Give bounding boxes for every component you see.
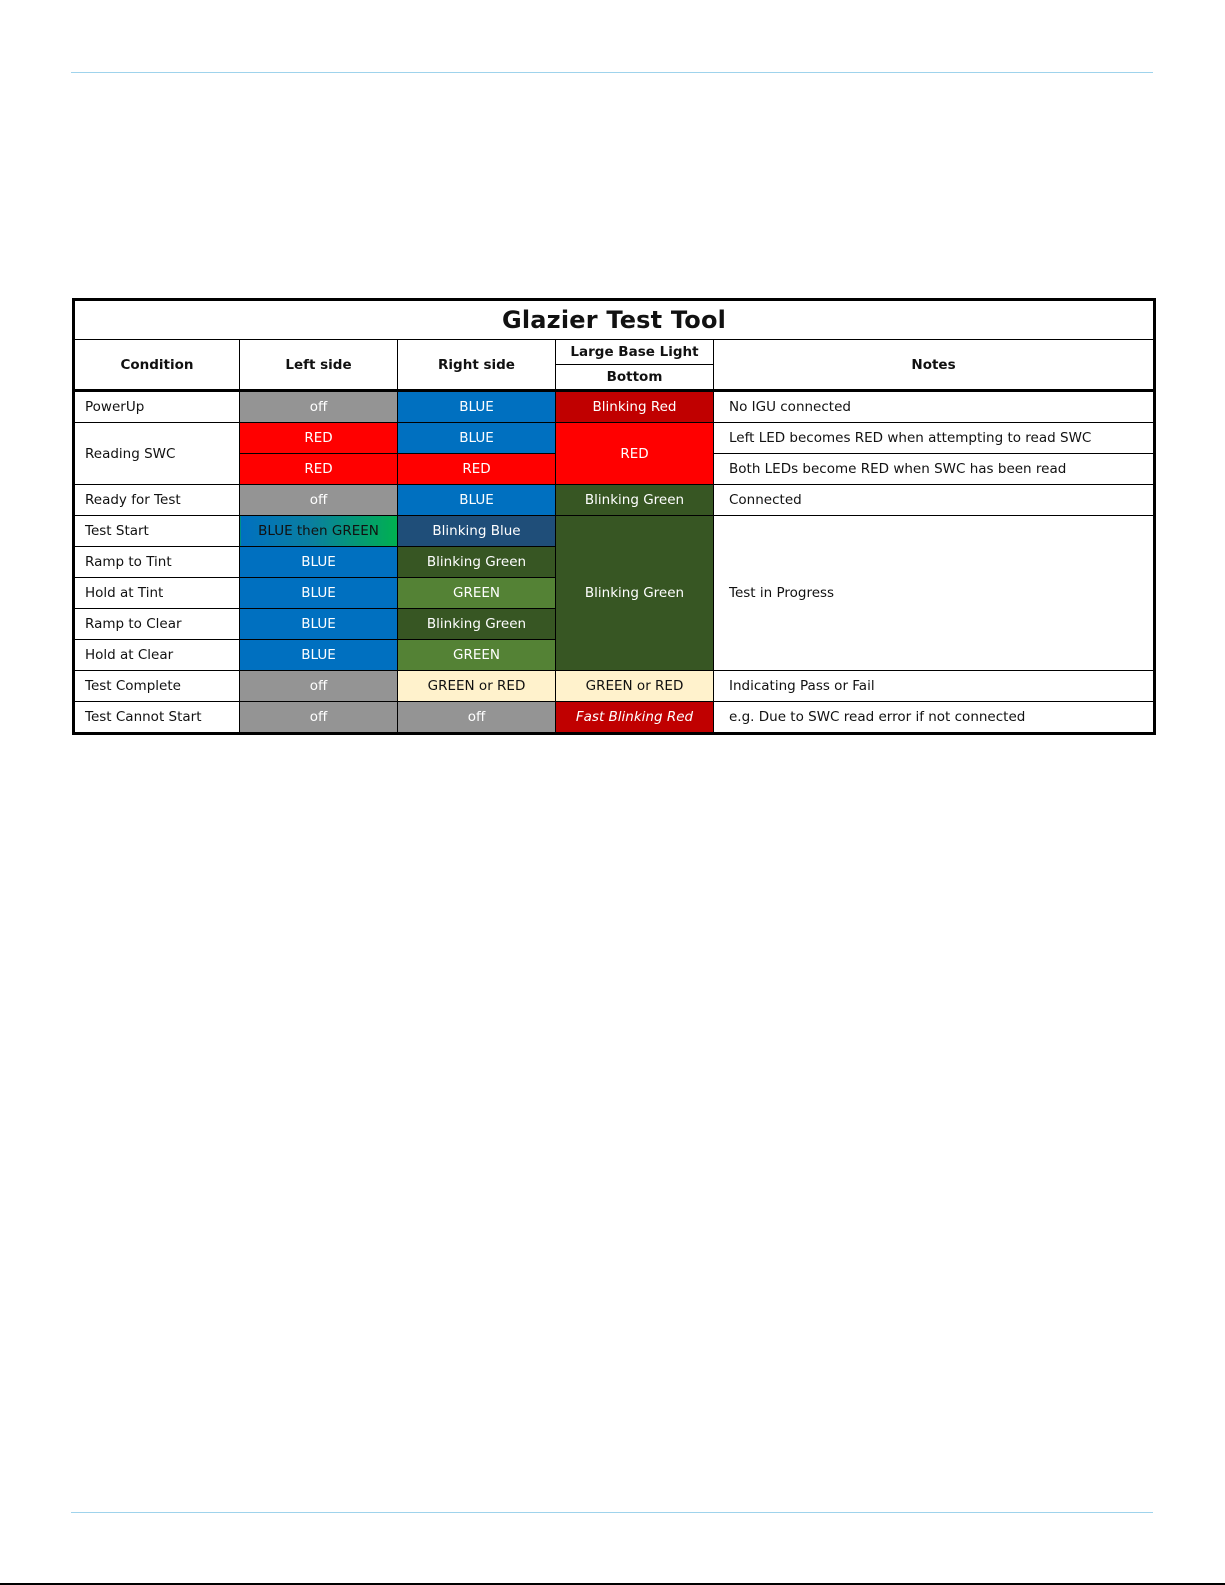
right-side-cell: GREEN <box>398 578 556 609</box>
condition-cell: Test Start <box>74 516 240 547</box>
left-side-cell: BLUE <box>240 609 398 640</box>
table-row <box>74 423 1155 454</box>
footer-rule <box>71 1512 1153 1513</box>
left-side-cell: off <box>240 671 398 702</box>
table-row <box>74 485 1155 516</box>
header-notes: Notes <box>714 340 1155 391</box>
left-side-cell: BLUE <box>240 578 398 609</box>
condition-cell: Hold at Clear <box>74 640 240 671</box>
condition-cell: Ramp to Tint <box>74 547 240 578</box>
left-side-cell: off <box>240 391 398 423</box>
condition-cell: Ready for Test <box>74 485 240 516</box>
notes-cell: Test in Progress <box>714 516 1155 671</box>
condition-cell: Test Cannot Start <box>74 702 240 734</box>
table-row <box>74 391 1155 423</box>
header-right-side: Right side <box>398 340 556 391</box>
table-title: Glazier Test Tool <box>74 300 1155 340</box>
left-side-cell: RED <box>240 454 398 485</box>
right-side-cell: Blinking Green <box>398 547 556 578</box>
base-light-cell: Blinking Red <box>556 391 714 423</box>
header-bottom: Bottom <box>556 365 714 391</box>
header-rule <box>71 72 1153 73</box>
right-side-cell: Blinking Blue <box>398 516 556 547</box>
right-side-cell: BLUE <box>398 485 556 516</box>
right-side-cell: BLUE <box>398 423 556 454</box>
left-side-cell: RED <box>240 423 398 454</box>
condition-cell: Reading SWC <box>74 423 240 485</box>
right-side-cell: RED <box>398 454 556 485</box>
notes-cell: No IGU connected <box>714 391 1155 423</box>
table-row <box>74 671 1155 702</box>
right-side-cell: BLUE <box>398 391 556 423</box>
condition-cell: Test Complete <box>74 671 240 702</box>
right-side-cell: Blinking Green <box>398 609 556 640</box>
base-light-cell: Fast Blinking Red <box>556 702 714 734</box>
left-side-cell: off <box>240 702 398 734</box>
notes-cell: Indicating Pass or Fail <box>714 671 1155 702</box>
led-status-table <box>72 298 1156 735</box>
notes-cell: Both LEDs become RED when SWC has been read <box>714 454 1155 485</box>
base-light-cell: GREEN or RED <box>556 671 714 702</box>
base-light-cell: Blinking Green <box>556 516 714 671</box>
header-condition: Condition <box>74 340 240 391</box>
left-side-cell: off <box>240 485 398 516</box>
notes-cell: Left LED becomes RED when attempting to read SWC <box>714 423 1155 454</box>
right-side-cell: GREEN or RED <box>398 671 556 702</box>
left-side-cell: BLUE <box>240 547 398 578</box>
right-side-cell: off <box>398 702 556 734</box>
notes-cell: Connected <box>714 485 1155 516</box>
condition-cell: Hold at Tint <box>74 578 240 609</box>
table-row <box>74 702 1155 734</box>
right-side-cell: GREEN <box>398 640 556 671</box>
condition-cell: PowerUp <box>74 391 240 423</box>
table-row <box>74 516 1155 547</box>
base-light-cell: Blinking Green <box>556 485 714 516</box>
notes-cell: e.g. Due to SWC read error if not connected <box>714 702 1155 734</box>
header-large-base-light: Large Base Light <box>556 340 714 365</box>
header-left-side: Left side <box>240 340 398 391</box>
base-light-cell: RED <box>556 423 714 485</box>
left-side-cell: BLUE then GREEN <box>240 516 398 547</box>
left-side-cell: BLUE <box>240 640 398 671</box>
condition-cell: Ramp to Clear <box>74 609 240 640</box>
